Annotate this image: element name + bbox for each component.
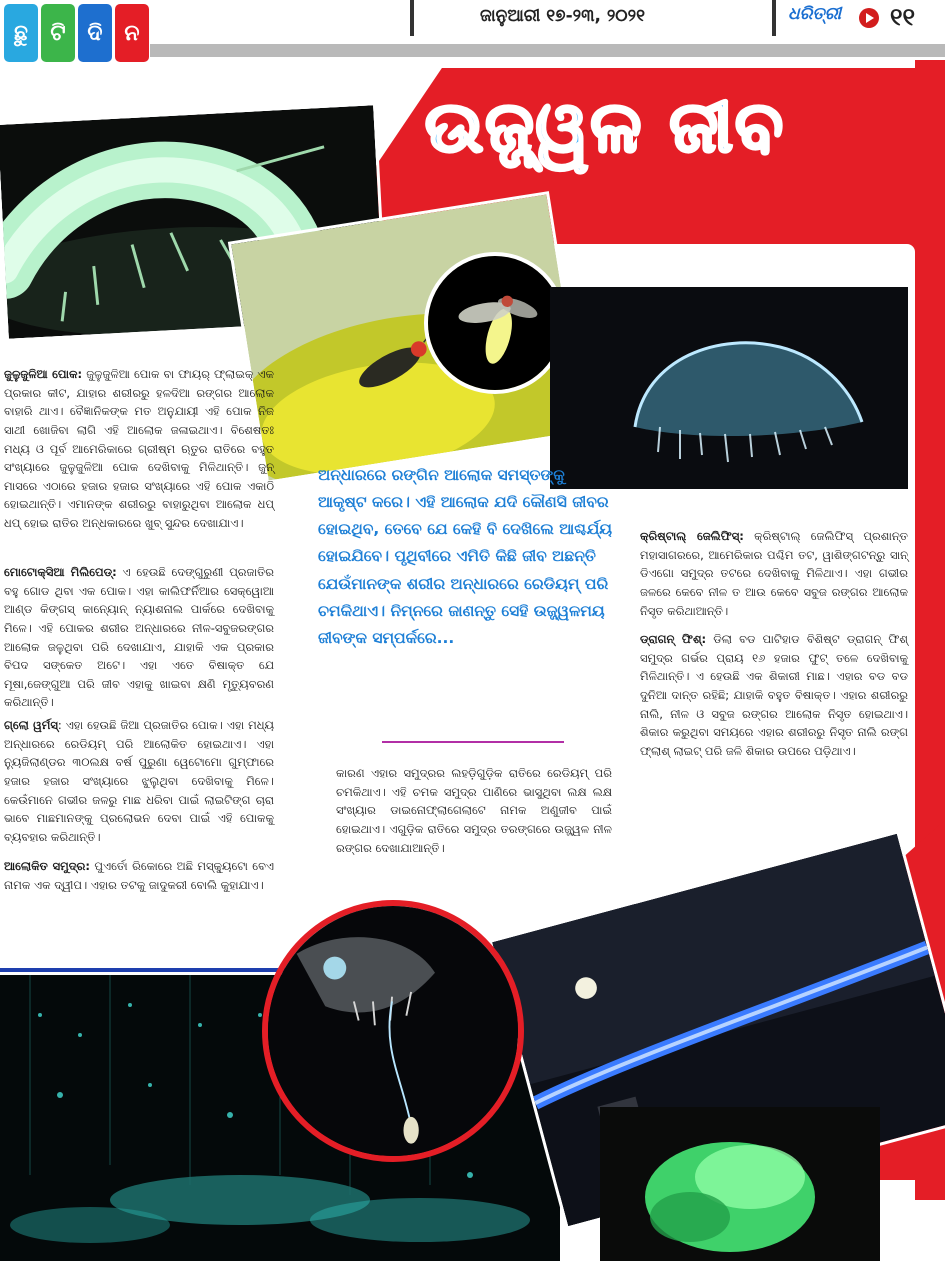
blue-rule xyxy=(0,968,290,972)
article-jellyfish-heading: କ୍ରିଷ୍ଟାଲ୍ ଜେଲିଫିସ୍: xyxy=(640,529,744,543)
article-dragonfish-heading: ଡ୍ରାଗନ୍ ଫିଶ୍: xyxy=(640,632,707,646)
intro-divider xyxy=(382,741,564,743)
article-millipede-body: ଏ ହେଉଛି ଦେଙ୍ଗୁରୁଣୀ ପ୍ରଜାତିର ବହୁ ଗୋଡ ଥିବା ଏକ ପୋକ। ଏହା କାଲିଫର୍ନିଆର ସେକ୍ୱୋଆ ଆଣ୍ଡ କିଙ୍ଗସ୍ କାନ୍ୟୋନ୍ ନ୍ୟାଶନାଲ ପାର୍କରେ ଦେଖିବାକୁ ମିଳେ। ଏହି ପୋକର ଶରୀର ଅନ୍ଧାରରେ ନୀଳ-ସବୁଜରଙ୍ଗର ଆଲୋକ ଜଳୁଥିବା ପରି ଦେଖାଯାଏ, ଯାହାକି ଏକ ପ୍ରକାର ବିପଦ ସଙ୍କେତ ଅଟେ। ଏହା ଏତେ ବିଷାକ୍ତ ଯେ ମୂଷା,ଜେଙ୍ଗୁଆ ପରି ଜୀବ ଏହାକୁ ଖାଇବା କ୍ଷଣି ମୃତ୍ୟୁବରଣ କରିଥାନ୍ତି। xyxy=(4,565,275,710)
logo-tile-3: ଦି xyxy=(78,4,112,62)
header-divider xyxy=(410,0,414,36)
article-glowworm-heading: ଗ୍ଲୋ ୱର୍ମସ୍ xyxy=(4,718,58,732)
article-sea-heading: ଆଲୋକିତ ସମୁଦ୍ର: xyxy=(4,859,90,873)
green-plant-photo xyxy=(600,1107,880,1261)
article-dragonfish xyxy=(640,630,908,760)
logo-tile-4: ନ xyxy=(115,4,149,62)
article-glowworm xyxy=(4,716,274,846)
jellyfish-photo xyxy=(550,287,908,489)
issue-date: ଜାନୁଆରୀ ୧୭-୨୩, ୨୦୨୧ xyxy=(480,6,645,26)
article-millipede xyxy=(4,563,274,712)
header-divider xyxy=(772,0,776,36)
page-title: ଉଜ୍ଜ୍ୱଳ ଜୀବ xyxy=(425,86,785,168)
page-number: ୧୧ xyxy=(890,3,916,31)
section-logo xyxy=(4,4,149,62)
firefly-flight-photo xyxy=(424,252,566,394)
article-jellyfish-body: କ୍ରିଷ୍ଟାଲ୍ ଜେଲିଫିସ୍ ପ୍ରଶାନ୍ତ ମହାସାଗରରେ, ଆମେରିକାର ପଶ୍ଚିମ ତଟ, ୱାଶିଙ୍ଗଟନ୍‌ରୁ ସାନ୍ ଡିଏଗୋ ସମୁଦ୍ର ତଟରେ ଦେଖିବାକୁ ମିଳିଥାଏ। ଏହା ଗଭୀର ଜଳରେ କେବେ ନୀଳ ତ ଆଉ କେବେ ସବୁଜ ରଙ୍ଗର ଆଲୋକ ନିସୃତ କରିଥାଆନ୍ତି। xyxy=(640,529,908,618)
article-sea xyxy=(4,857,274,894)
logo-tile-1: ଛୁ xyxy=(4,4,38,62)
dragon-fish-photo xyxy=(262,900,524,1162)
article-sea-continuation: କାରଣ ଏହାର ସମୁଦ୍ରର ଲହଡ଼ିଗୁଡ଼ିକ ରାତିରେ ରେଡିୟମ୍ ପରି ଚମକିଥାଏ। ଏହି ଚମକ ସମୁଦ୍ର ପାଣିରେ ଭାସୁଥିବା ଲକ୍ଷ ଲକ୍ଷ ସଂଖ୍ୟାର ଡାଇନୋଫ୍ଲାଗେଲାଟେ ନାମକ ଅଣୁଜୀବ ପାଇଁ ହୋଇଥାଏ। ଏଗୁଡ଼ିକ ରାତିରେ ସମୁଦ୍ର ତରଙ୍ଗରେ ଉଜ୍ଜ୍ୱଳ ନୀଳ ରଙ୍ଗର ଦେଖାଯାଆନ୍ତି। xyxy=(336,766,612,855)
article-jellyfish xyxy=(640,527,908,620)
article-firefly-heading: ଜୁଳୁଜୁଳିଆ ପୋକ: xyxy=(4,367,83,381)
page-header xyxy=(0,0,945,64)
logo-tile-2: ଟି xyxy=(41,4,75,62)
article-sea-body: ପୁଏର୍ତୋ ରିକୋରେ ଅଛି ମସ୍କ୍ୟୁଟୋ ବେଏ ନାମକ ଏକ ଦ୍ୱୀପ। ଏହାର ତଟକୁ ଜାଦୁକରୀ ବୋଲି କୁହାଯାଏ। xyxy=(4,859,274,892)
header-rule xyxy=(150,44,945,57)
article-glowworm-body: : ଏହା ହେଉଛି ଜିଆ ପ୍ରଜାତିର ପୋକ। ଏହା ମଧ୍ୟ ଅନ୍ଧାରରେ ରେଡିୟମ୍ ପରି ଆଲୋକିତ ହୋଇଥାଏ। ଏହା ନ୍ୟୁଜିଲାଣ୍ଡର ୩୦ଲକ୍ଷ ବର୍ଷ ପୁରୁଣା ୱେଟୋମୋ ଗୁମ୍ଫାରେ ହଜାର ହଜାର ସଂଖ୍ୟାରେ ଝୁଲୁଥିବା ଦେଖିବାକୁ ମିଳେ। କେଉଁମାନେ ଗଭୀର ଜଳରୁ ମାଛ ଧରିବା ପାଇଁ ଲାଇଟିଙ୍ଗ ଚାରା ଭାବେ ମାଛମାନଙ୍କୁ ପ୍ରଲୋଭନ ଦେବା ପାଇଁ ଏହି ପୋକକୁ ବ୍ୟବହାର କରିଥାନ୍ତି। xyxy=(4,718,274,844)
play-icon xyxy=(859,8,879,28)
article-sea-continued xyxy=(336,764,612,857)
article-dragonfish-body: ଡିଲା ବଡ ପାଟିହାଡ ବିଶିଷ୍ଟ ଡ୍ରାଗନ୍ ଫିଶ୍ ସମୁଦ୍ର ଗର୍ଭର ପ୍ରାୟ ୧୬ ହଜାର ଫୁଟ୍ ତଳେ ଦେଖିବାକୁ ମିଳିଥାନ୍ତି। ଏ ହେଉଛି ଏକ ଶିକାରୀ ମାଛ। ଏହାର ବଡ ବଡ ଦୁନିଆ ଦାନ୍ତ ରହିଛି; ଯାହାକି ବହୁତ ବିଷାକ୍ତ। ଏହାର ଶରୀରରୁ ନାଲି, ନୀଳ ଓ ସବୁଜ ରଙ୍ଗର ଆଲୋକ ନିସୃତ ହୋଇଥାଏ। ଶିକାର କରୁଥିବା ସମୟରେ ଏହାର ଶରୀରରୁ ନିସୃତ ନାଲି ରଙ୍ଗ ଫ୍ଲାଶ୍ ଲାଇଟ୍ ପରି ଜଳି ଶିକାର ଉପରେ ପଡ଼ିଥାଏ। xyxy=(640,632,908,758)
brand-logo: ଧରିତ୍ରୀ xyxy=(788,4,842,24)
article-millipede-heading: ମୋଟୋକ୍ସିଆ ମିଲିପେଡ୍: xyxy=(4,565,117,579)
intro-text: ଅନ୍ଧାରରେ ରଙ୍ଗିନ ଆଲୋକ ସମସ୍ତଙ୍କୁ ଆକୃଷ୍ଟ କରେ। ଏହି ଆଲୋକ ଯଦି କୌଣସି ଜୀବର ହୋଇଥିବ, ତେବେ ଯେ କେହି ବି ଦେଖିଲେ ଆଶ୍ଚର୍ଯ୍ୟ ହୋଇଯିବେ। ପୃଥିବୀରେ ଏମିତି କିଛି ଜୀବ ଅଛନ୍ତି ଯେଉଁମାନଙ୍କ ଶରୀର ଅନ୍ଧାରରେ ରେଡିୟମ୍ ପରି ଚମକିଥାଏ। ନିମ୍ନରେ ଜାଣନ୍ତୁ ସେହି ଉଜ୍ଜ୍ୱଳମୟ ଜୀବଙ୍କ ସମ୍ପର୍କରେ... xyxy=(318,466,613,647)
article-firefly xyxy=(4,365,274,533)
article-firefly-body: ଜୁଳୁଜୁଳିଆ ପୋକ ବା ଫାୟର୍ ଫ୍ଲାଇକ୍ ଏକ ପ୍ରକାର କୀଟ, ଯାହାର ଶରୀରରୁ ହଳଦିଆ ରଙ୍ଗର ଆଲୋକ ବାହାରି ଥାଏ। ବୈଜ୍ଞାନିକଙ୍କ ମତ ଅନୁଯାୟୀ ଏହି ପୋକ ନିଜ ସାଥୀ ଖୋଜିବା ଲାଗି ଏହି ଆଲୋକ ଜଳାଇଥାଏ। ବିଶେଷତଃ ମଧ୍ୟ ଓ ପୂର୍ବ ଆମେରିକାରେ ଗ୍ରୀଷ୍ମ ଋତୁର ରାତିରେ ବହୁତ ସଂଖ୍ୟାରେ ଜୁଳୁଜୁଳିଆ ପୋକ ଦେଖିବାକୁ ମିଳିଥାନ୍ତି। ଜୁନ୍ ମାସରେ ଏଠାରେ ହଜାର ହଜାର ସଂଖ୍ୟାରେ ଏହି ପୋକ ଏକାଠି ହୋଇଥାନ୍ତି। ଏମାନଙ୍କ ଶରୀରରୁ ବାହାରୁଥିବା ଆଲୋକ ଧପ୍ ଧପ୍ ହୋଇ ରାତିର ଅନ୍ଧକାରରେ ଖୁବ୍ ସୁନ୍ଦର ଦେଖାଯାଏ। xyxy=(4,367,275,530)
